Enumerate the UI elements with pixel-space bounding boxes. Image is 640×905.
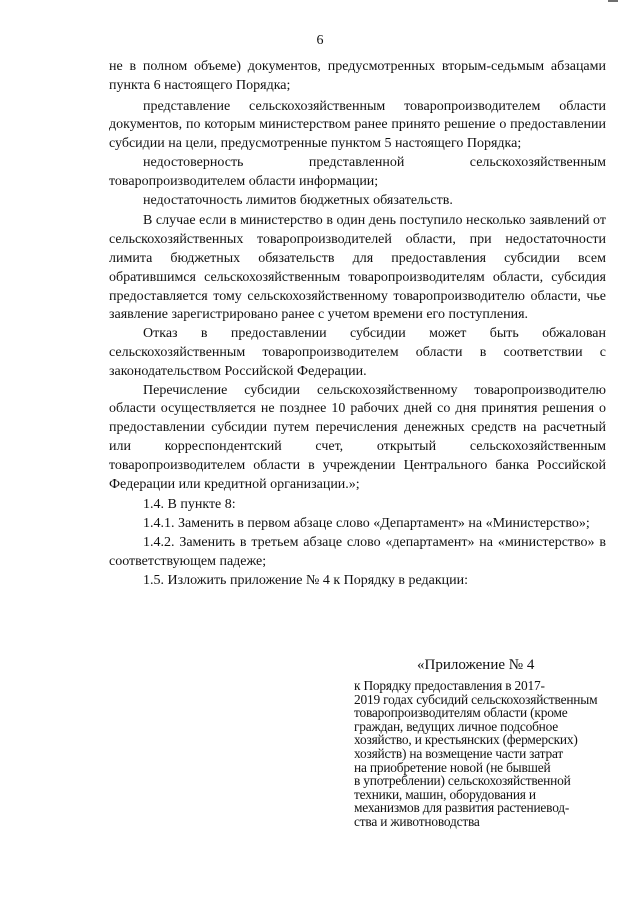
paragraph: 1.4.1. Заменить в первом абзаце слово «Департамент» на «Министерство»; — [143, 516, 590, 532]
appendix-title: «Приложение № 4 — [417, 657, 535, 673]
paragraph: представление сельскохозяйственным товаропроизводителем области документов, по которым министерством ранее принято решение о предоставлении субсидии на цели, предусмотренные пунктом 5 настоящего Порядка; — [109, 98, 606, 152]
paragraph: 1.4.2. Заменить в третьем абзаце слово «департамент» на «министерство» в соответствующем падеже; — [109, 534, 606, 569]
appendix-line: 2019 годах субсидий сельскохозяйственным — [354, 691, 598, 707]
paragraph: недостаточность лимитов бюджетных обязательств. — [143, 192, 453, 208]
paragraph: недостоверность представленной сельскохозяйственным товаропроизводителем области информации; — [109, 154, 606, 189]
body-text — [109, 58, 606, 590]
scan-edge-mark — [608, 0, 618, 2]
appendix-line: механизмов для развития растениевод- — [354, 800, 570, 816]
appendix-line: товаропроизводителям области (кроме — [354, 705, 568, 721]
appendix-line: хозяйство, и крестьянских (фермерских) — [354, 732, 578, 748]
paragraph: Отказ в предоставлении субсидии может быть обжалован сельскохозяйственным товаропроизводителем области в соответствии с законодательством Российской Федерации. — [109, 326, 606, 379]
paragraph: не в полном объеме) документов, предусмотренных вторым-седьмым абзацами пункта 6 настоящего Порядка; — [109, 59, 606, 93]
appendix-line: ства и животноводства — [354, 813, 480, 829]
appendix-line: на приобретение новой (не бывшей — [354, 759, 551, 775]
appendix-line: граждан, ведущих личное подсобное — [354, 718, 559, 734]
appendix-line: техники, машин, оборудования и — [354, 786, 536, 802]
appendix-line: в употреблении) сельскохозяйственной — [354, 773, 571, 789]
appendix-line: хозяйств) на возмещение части затрат — [354, 745, 564, 761]
page-number: 6 — [316, 33, 324, 48]
appendix-caption — [354, 679, 606, 829]
paragraph: 1.5. Изложить приложение № 4 к Порядку в редакции: — [143, 572, 469, 588]
paragraph: В случае если в министерство в один день поступило несколько заявлений от сельскохозяйственных товаропроизводителей области, при недостаточности лимита бюджетных обязательств для предоставления субсидии всем обратившимся сельскохозяйственным товаропроизводителям области, субсидия предоставляется тому сельскохозяйственному товаропроизводителю области, чье заявление зарегистрировано ранее с учетом времени его поступления. — [109, 213, 606, 323]
paragraph: Перечисление субсидии сельскохозяйственному товаропроизводителю области осуществляется не позднее 10 рабочих дней со дня принятия решения о предоставлении субсидии путем перечисления денежных средств на расчетный или корреспондентский счет, открытый сельскохозяйственным товаропроизводителем области в учреждении Центрального банка Российской Федерации или кредитной организации.»; — [109, 382, 606, 492]
paragraph: 1.4. В пункте 8: — [143, 497, 236, 513]
appendix-line: к Порядку предоставления в 2017- — [354, 678, 545, 693]
